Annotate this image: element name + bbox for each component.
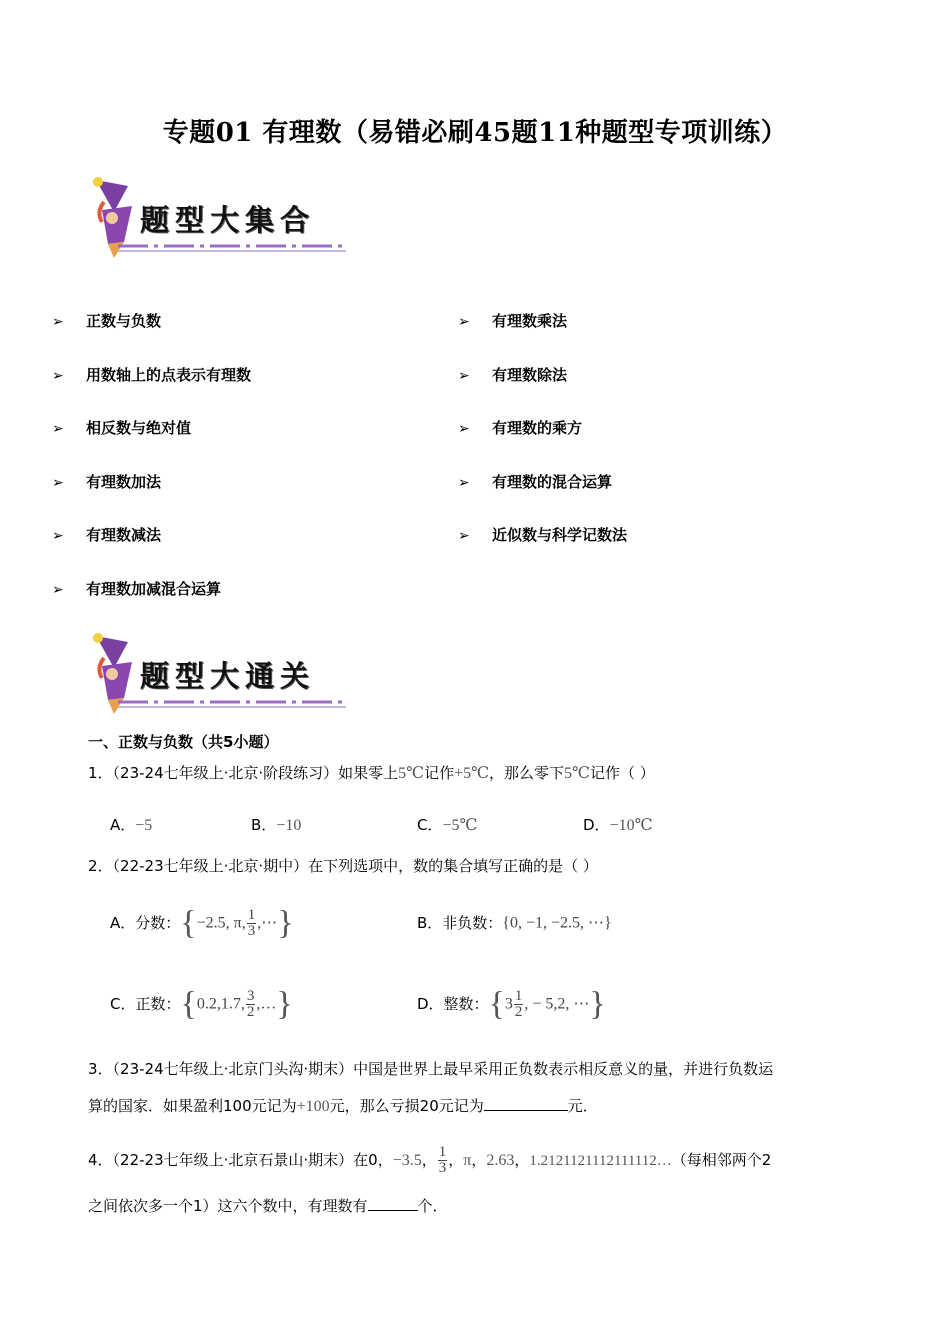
arrow-bullet-icon: ➢ — [52, 582, 64, 598]
q2-option-c[interactable]: C．正数：{0.2,1.7, $\frac{3}{2}$ ,…} — [110, 985, 293, 1023]
topic-item: ➢ 有理数加减混合运算 — [52, 580, 222, 598]
arrow-bullet-icon: ➢ — [52, 528, 64, 544]
fraction: $\frac{1}{3}$ — [438, 1144, 447, 1176]
q1-option-d[interactable]: D．−10℃ — [583, 816, 653, 834]
topic-item: ➢ 有理数加法 — [52, 473, 162, 491]
q2-option-b[interactable]: B．非负数：{0, −1, −2.5, ⋯} — [417, 914, 612, 932]
question-3-line-2: 算的国家．如果盈利100元记为+100元，那么亏损20元记为 元． — [88, 1097, 598, 1115]
fraction: $\frac{3}{2}$ — [246, 988, 255, 1020]
banner-pass — [88, 628, 350, 716]
topic-item: ➢ 有理数的乘方 — [458, 419, 583, 437]
q2-option-d[interactable]: D．整数：{3 $\frac{1}{2}$ , − 5,2, ⋯} — [417, 985, 606, 1023]
topic-item: ➢ 用数轴上的点表示有理数 — [52, 366, 252, 384]
arrow-bullet-icon: ➢ — [458, 314, 470, 330]
banner-collection — [88, 172, 350, 260]
question-3-line-1: 3．（23-24七年级上·北京门头沟·期末）中国是世界上最早采用正负数表示相反意义的量，并进行负数运 — [88, 1060, 774, 1078]
arrow-bullet-icon: ➢ — [458, 528, 470, 544]
page-title: 专题01 有理数（易错必刷45题11种题型专项训练） — [162, 118, 788, 148]
section-heading: 一、正数与负数（共5小题） — [88, 733, 279, 751]
arrow-bullet-icon: ➢ — [458, 368, 470, 384]
question-4-line-1: 4．（22-23七年级上·北京石景山·期末）在0，−3.5， $\frac{1}{3}$ ，π，2.63，1.2121121112111112…（每相邻两个2 — [88, 1144, 772, 1176]
topic-item: ➢ 有理数除法 — [458, 366, 568, 384]
topic-item: ➢ 有理数的混合运算 — [458, 473, 613, 491]
topic-item: ➢ 相反数与绝对值 — [52, 419, 192, 437]
arrow-bullet-icon: ➢ — [458, 421, 470, 437]
answer-blank[interactable] — [484, 1096, 568, 1111]
topic-item: ➢ 有理数减法 — [52, 526, 162, 544]
fraction: $\frac{1}{2}$ — [514, 988, 523, 1020]
question-4-line-2: 之间依次多一个1）这六个数中，有理数有 个． — [88, 1197, 448, 1215]
banner-pass-text: 题型大通关 — [140, 659, 316, 693]
arrow-bullet-icon: ➢ — [52, 368, 64, 384]
arrow-bullet-icon: ➢ — [52, 314, 64, 330]
arrow-bullet-icon: ➢ — [52, 421, 64, 437]
q1-option-b[interactable]: B．−10 — [251, 816, 302, 834]
arrow-bullet-icon: ➢ — [52, 475, 64, 491]
answer-blank[interactable] — [368, 1196, 418, 1211]
arrow-bullet-icon: ➢ — [458, 475, 470, 491]
q2-option-a[interactable]: A．分数：{−2.5, π, $\frac{1}{3}$ ,⋯} — [110, 904, 294, 942]
fraction: $\frac{1}{3}$ — [247, 907, 256, 939]
question-1: 1．（23-24七年级上·北京·阶段练习）如果零上5℃记作+5℃，那么零下5℃记作（ ） — [88, 764, 655, 782]
banner-collection-text: 题型大集合 — [140, 203, 316, 237]
topic-item: ➢ 有理数乘法 — [458, 312, 568, 330]
topic-item: ➢ 正数与负数 — [52, 312, 162, 330]
question-2: 2．（22-23七年级上·北京·期中）在下列选项中，数的集合填写正确的是（ ） — [88, 857, 598, 875]
q1-option-c[interactable]: C．−5℃ — [417, 816, 478, 834]
topic-item: ➢ 近似数与科学记数法 — [458, 526, 628, 544]
q1-option-a[interactable]: A．−5 — [110, 816, 153, 834]
